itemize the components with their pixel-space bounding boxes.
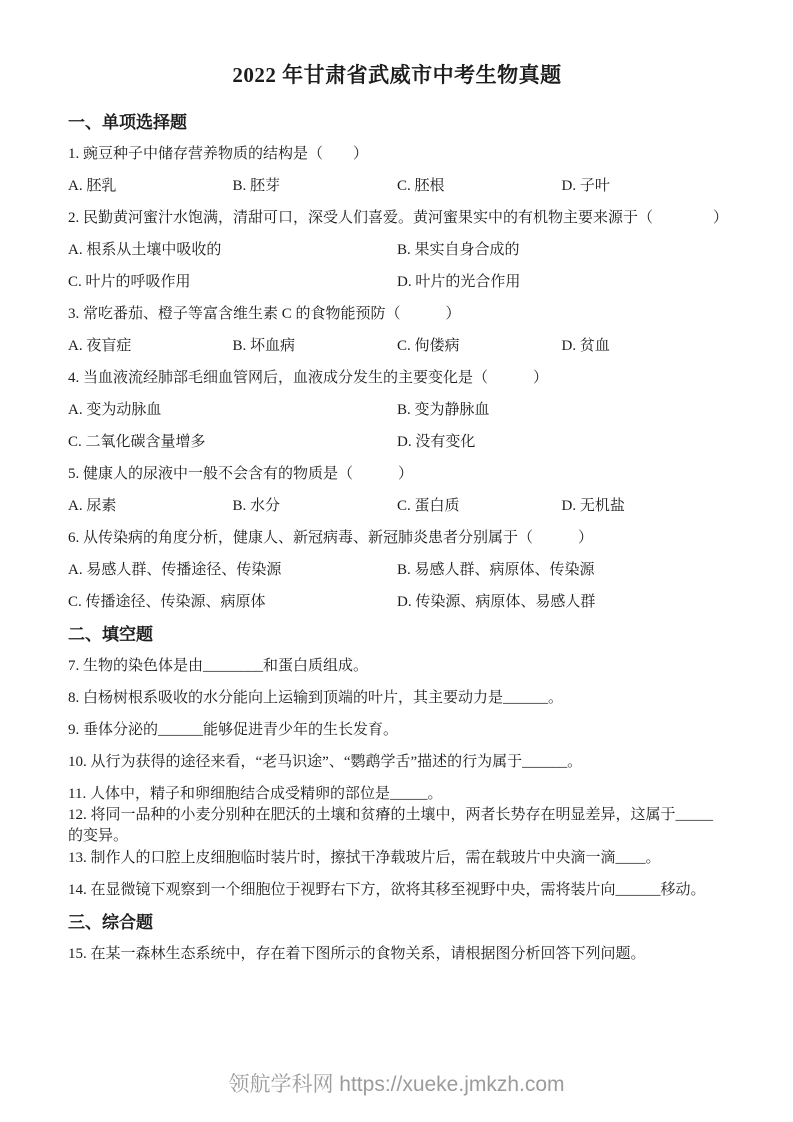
document-content [68,56,729,968]
option-item: C. 佝偻病 [397,337,460,354]
option-item: D. 叶片的光合作用 [397,273,521,290]
section-heading-fill-blank: 二、填空题 [68,624,153,644]
question-8-stem: 8. 白杨树根系吸收的水分能向上运输到顶端的叶片，其主要动力是______。 [68,689,564,706]
option-item: B. 水分 [232,497,281,514]
question-5-options [68,488,726,520]
option-item: A. 夜盲症 [68,337,132,354]
option-item: A. 变为动脉血 [68,401,162,418]
option-item: D. 传染源、病原体、易感人群 [397,593,596,610]
question-3-options [68,328,726,360]
option-item: D. 无机盐 [561,497,625,514]
option-item: C. 传播途径、传染源、病原体 [68,593,266,610]
question-2-options [68,232,726,296]
option-item: A. 胚乳 [68,177,117,194]
question-1-stem: 1. 豌豆种子中储存营养物质的结构是（ ） [68,145,369,162]
option-item: C. 叶片的呼吸作用 [68,273,191,290]
option-item: B. 果实自身合成的 [397,241,520,258]
question-7-stem: 7. 生物的染色体是由________和蛋白质组成。 [68,657,369,674]
question-6-options [68,552,726,616]
question-10-stem: 10. 从行为获得的途径来看，“老马识途”、“鹦鹉学舌”描述的行为属于______。 [68,753,583,770]
question-13-stem: 13. 制作人的口腔上皮细胞临时装片时，擦拭干净载玻片后，需在载玻片中央滴一滴____。 [68,849,661,866]
section-heading-comprehensive: 三、综合题 [68,912,153,932]
option-item: D. 贫血 [561,337,610,354]
question-11-stem: 11. 人体中，精子和卵细胞结合成受精卵的部位是_____。 [68,785,443,802]
question-4-options [68,392,726,456]
question-1-options [68,168,726,200]
option-item: D. 子叶 [561,177,610,194]
section-heading-choice: 一、单项选择题 [68,112,187,132]
question-2-stem: 2. 民勤黄河蜜汁水饱满，清甜可口，深受人们喜爱。黄河蜜果实中的有机物主要来源于（ ） [68,209,729,226]
page-title: 2022 年甘肃省武威市中考生物真题 [232,63,562,87]
question-12-stem: 12. 将同一品种的小麦分别种在肥沃的土壤和贫瘠的土壤中，两者长势存在明显差异，这属于_____的变异。 [68,807,714,844]
question-5-stem: 5. 健康人的尿液中一般不会含有的物质是（ ） [68,465,414,482]
question-3-stem: 3. 常吃番茄、橙子等富含维生素 C 的食物能预防（ ） [68,305,461,322]
option-item: C. 蛋白质 [397,497,460,514]
watermark-site-text: 领航学科网 https://xueke.jmkzh.com [228,1073,565,1096]
option-item: B. 易感人群、病原体、传染源 [397,561,595,578]
option-item: A. 尿素 [68,497,117,514]
option-item: B. 坏血病 [232,337,296,354]
option-item: A. 根系从土壤中吸收的 [68,241,222,258]
option-item: C. 胚根 [397,177,445,194]
option-item: A. 易感人群、传播途径、传染源 [68,561,282,578]
option-item: D. 没有变化 [397,433,476,450]
option-item: B. 胚芽 [232,177,281,194]
question-15-stem: 15. 在某一森林生态系统中，存在着下图所示的食物关系，请根据图分析回答下列问题。 [68,945,646,962]
option-item: C. 二氧化碳含量增多 [68,433,206,450]
option-item: B. 变为静脉血 [397,401,490,418]
question-4-stem: 4. 当血液流经肺部毛细血管网后，血液成分发生的主要变化是（ ） [68,369,549,386]
question-9-stem: 9. 垂体分泌的______能够促进青少年的生长发育。 [68,721,399,738]
question-14-stem: 14. 在显微镜下观察到一个细胞位于视野右下方，欲将其移至视野中央，需将装片向______移动。 [68,881,706,898]
question-6-stem: 6. 从传染病的角度分析，健康人、新冠病毒、新冠肺炎患者分别属于（ ） [68,529,594,546]
